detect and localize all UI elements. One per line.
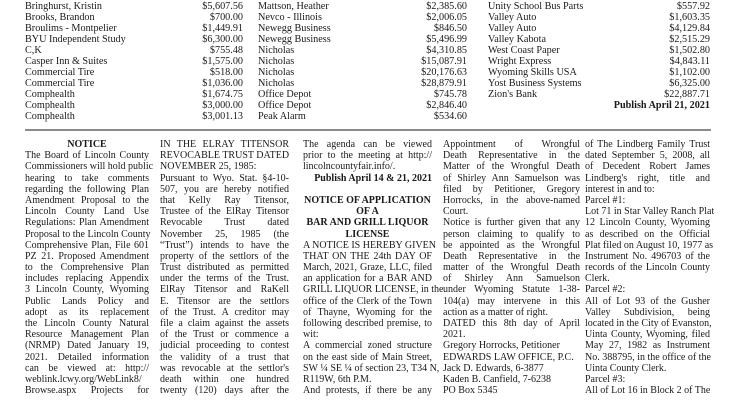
text-line: ElRay Titensor and RaKell [160,284,289,296]
payment-row [25,78,243,89]
payment-row [25,111,243,122]
notice-heading: NOTICE [67,139,107,150]
payment-row [25,12,243,23]
text-line: prior to the meeting at http:// [303,150,432,162]
text-line: of the Trust or commence a [160,329,289,341]
text-line: May 27, 1982 as Instrument [585,340,710,352]
payment-amount: $6,325.00 [669,78,710,89]
payment-amount: $3,001.13 [202,111,243,122]
text-line: of The Lindberg Family Trust [585,139,710,150]
text-line: can be viewed at: http:// [25,362,149,374]
text-line: Trust distributed as permitted [160,262,289,274]
notice-column-liquor-license [303,139,444,397]
text-line: EDWARDS LAW OFFICE, P.C. [443,351,574,363]
payment-row [258,34,467,45]
payment-amount: $4,129.84 [669,23,710,34]
payment-amount: $4,310.85 [426,45,467,56]
text-line: 104(a) may intervene in this [443,295,580,307]
payment-row [258,100,467,111]
payment-row [488,78,710,89]
text-line: of Shirley Ann Samuelson was [443,172,580,184]
payment-amount: $28,879.91 [421,78,467,89]
payment-row [488,89,710,100]
text-line: REVOCABLE TRUST DATED [160,150,290,162]
text-line: regarding the following Plan [25,183,149,195]
text-line: No. 388795, in the office of the [585,351,711,363]
text-line: A commercial zoned structure [303,340,432,352]
text-line: of Shirley Ann Samuelson [443,273,580,285]
payment-row [25,100,243,111]
text-line: March, 2021, Graze, LLC, filed [303,262,432,274]
payment-amount: $2,846.40 [426,100,467,111]
text-line: Lot 71 in Star Valley Ranch Plat [585,206,715,218]
text-line: R119W, 6th P.M. [303,373,372,385]
text-line: an application for a BAR AND [303,273,432,285]
text-line: Uinta County Clerk. [585,362,667,374]
text-line: All of Lot 93 of the Gusher [585,295,710,307]
text-line: twenty (120) days after the [160,385,289,397]
payment-amount: $700.00 [209,12,243,23]
payment-row [258,12,467,23]
text-line: Trustee of the ElRay Titensor [160,206,289,218]
text-line: SW ¼ SE ¼ of section 23, T34 N, [303,362,440,374]
text-line: of the Trust. A creditor may [160,306,289,318]
notice-heading: NOTICE OF APPLICATION [304,194,431,206]
notice-heading: OF A [356,206,379,218]
payment-amount: $5,496.99 [426,34,467,45]
text-line: A NOTICE IS HEREBY GIVEN [303,239,436,251]
payee-name: Office Depot [258,100,312,111]
text-line: DATED this 8th day of April [443,318,580,329]
text-line: weblink.lcwy.org/WebLink8/ [25,373,142,385]
payee-name: Wright Express [488,56,552,67]
payment-amount: $1,102.00 [669,67,710,78]
text-line: matter of the Wrongful Death [443,262,580,274]
payee-name: BYU Independent Study [25,34,126,45]
payment-amount: $518.00 [209,67,243,78]
text-line: 12 Lincoln County, Wyoming [585,217,710,229]
text-line: Plat filed on August 10, 1977 as [585,239,714,251]
payee-name: Valley Kabota [488,34,546,45]
payment-amount: $745.78 [433,89,467,100]
text-line: Clerk. [585,273,610,285]
payment-row [488,23,710,34]
text-line: under the terms of the Trust. [160,273,289,285]
payment-row [25,1,243,12]
text-line: death within one hundred [160,373,289,385]
payment-amount: $6,300.00 [202,34,243,45]
payee-name: Nicholas [258,45,295,56]
text-line: Kaden B. Canfield, 7-6238 [443,373,552,385]
payment-amount: $4,843.11 [669,56,710,67]
text-line: Valley Subdivision, being [585,306,710,318]
text-line: filed by Petitioner, Gregory [443,183,580,195]
text-line: Amendment Proposal to the [25,194,149,206]
text-line: Lincoln County Land Use [25,206,149,218]
publish-date [488,100,710,111]
payment-amount: $1,036.00 [202,78,243,89]
payment-row [488,67,710,78]
text-line: And protests, if there be any [303,385,432,397]
text-line: of Thayne, Wyoming for the [303,306,432,318]
publish-date-text: Publish April 21, 2021 [613,100,710,111]
notice-heading: LICENSE [345,228,390,240]
payee-name: Commercial Tire [25,67,95,78]
text-line: action as a matter of right. [443,306,548,318]
payment-amount: $15,087.91 [421,56,467,67]
text-line: lincolncountyfair.info/. [303,161,396,173]
text-line: The agenda can be viewed [303,139,432,150]
text-line: hearing to take comments [25,172,149,184]
text-line: November 25, 1985 (the [160,228,289,240]
payee-name: Newegg Business [258,23,331,34]
text-line: All of Lot 16 in Block 2 of The [585,385,711,397]
payee-name: Nevco - Illinois [258,12,322,23]
payee-name: Commercial Tire [25,78,95,89]
text-line: includes replacing Appendix [25,273,149,285]
payment-row [258,67,467,78]
payee-name: Valley Auto [488,23,537,34]
text-line: under Wyoming Statute 1-38- [443,284,580,296]
payee-name: Brooks, Brandon [25,12,95,23]
text-line: Gregory Horrocks, Petitioner [443,340,560,352]
payment-amount: $22,887.71 [664,89,710,100]
text-line: “Trust”) intends to have the [160,239,289,251]
payment-amount: $1,449.91 [202,23,243,34]
text-line: 2021. Detailed information [25,351,149,363]
payment-amount: $2,515.29 [669,34,710,45]
text-line: as described on the Official [585,228,710,240]
publish-date: Publish April 14 & 21, 2021 [314,172,432,184]
payment-amount: $2,006.05 [426,12,467,23]
text-line: Horrocks, in the above-named [443,194,580,206]
payment-amount: $1,502.80 [669,45,710,56]
text-line: person claiming to qualify to [443,228,580,240]
text-line: following described premise, to [303,318,432,329]
payment-row [258,78,467,89]
payee-name: Wyoming Skills USA [488,67,577,78]
payee-name: Broulims - Montpelier [25,23,117,34]
text-line: Notice is further given that any [443,217,580,229]
payee-name: Comphealth [25,89,75,100]
text-line: PO Box 5345 [443,385,498,397]
text-line: Lindberg's right, title and [585,172,710,184]
text-line: office of the Clerk of the Town [303,295,432,307]
text-line: judicial proceeding to contest [160,340,289,352]
payment-row [258,1,467,12]
payment-row [258,45,467,56]
text-line: Matter of the Wrongful Death [443,161,580,173]
payee-name: Unity School Bus Parts [488,1,584,12]
notice-column-plan-amendment [25,139,154,397]
payee-name: Bringhurst, Kristin [25,1,102,12]
text-line: the validity of a trust that [160,351,289,363]
text-line: GRILL LIQUOR LICENSE, in the [303,284,444,296]
payment-row [258,56,467,67]
text-line: 2021. [443,329,466,341]
notice-column-lindberg-trust [585,139,715,397]
text-line: Resource Management Plan [25,329,149,341]
text-line: IN THE ELRAY TITENSOR [160,139,289,150]
text-line: Comprehensive Plan, File 601 [25,239,149,251]
text-line: located in the City of Evanston, [585,318,712,329]
payee-name: Zion's Bank [488,89,538,100]
payment-amount: $1,575.00 [202,56,243,67]
text-line: to the Comprehensive Plan [25,262,149,274]
payment-row [488,1,710,12]
payment-row [258,23,467,34]
text-line: property of the settlors of the [160,250,289,262]
payment-amount: $20,176.63 [421,67,467,78]
payment-row [488,45,710,56]
spacer [303,184,432,195]
text-line: of Decedent Robert James [585,161,710,173]
payee-name: Valley Auto [488,12,537,23]
text-line: wit: [303,329,319,341]
text-line: dated September 5, 2008, all [585,150,710,162]
payee-name: Mattson, Heather [258,1,329,12]
text-line: records of the Lincoln County [585,262,710,274]
payment-row [488,56,710,67]
payee-name: Nicholas [258,67,295,78]
text-line: Uinta County, Wyoming, filed [585,329,710,341]
payment-amount: $3,000.00 [202,100,243,111]
text-line: Jack D. Edwards, 6-3877 [443,362,544,374]
text-line: Appointment of Wrongful [443,139,580,150]
text-line: be appointed as the Wrongful [443,239,580,251]
text-line: Instrument No. 496703 of the [585,250,710,262]
payment-row [488,12,710,23]
text-line: NOVEMBER 25, 1985: [160,161,257,173]
text-line: 507, you are hereby notified [160,183,289,195]
payment-amount: $2,385.60 [426,1,467,12]
text-line: THAT ON THE 24th DAY OF [303,250,432,262]
text-line: The Board of Lincoln County [25,150,149,162]
payee-name: Yost Business Systems [488,78,582,89]
text-line: Parcel #1: [585,194,626,206]
payee-name: Comphealth [25,111,75,122]
notice-column-wrongful-death [443,139,580,396]
text-line: Proposal to the Lincoln County [25,228,151,240]
payment-row [25,89,243,100]
text-line: Pursuant to Wyo. Stat. §4-10- [160,172,289,184]
payment-row [488,34,710,45]
text-line: Browse.aspx Projects for [25,385,149,397]
text-line: the Lincoln County Natural [25,318,149,329]
payment-row [25,23,243,34]
payee-name: Casper Inn & Suites [25,56,108,67]
text-line: file a claim against the assets [160,318,289,329]
text-line: Regulations: Plan Amendment [25,217,149,229]
payee-name: Peak Alarm [258,111,306,122]
text-line: Parcel #3: [585,373,626,385]
text-line: Revocable Trust dated [160,217,289,229]
payee-name: Nicholas [258,78,295,89]
payee-name: Office Depot [258,89,312,100]
text-line: adopt as its replacement [25,306,149,318]
section-divider [25,129,711,131]
payment-amount: $557.92 [676,1,710,12]
payment-row [25,45,243,56]
text-line: 3 Lincoln County, Wyoming [25,284,149,296]
payment-row [25,67,243,78]
payment-amount: $1,603.35 [669,12,710,23]
payment-amount: $755.48 [209,45,243,56]
payment-amount: $1,674.75 [202,89,243,100]
text-line: was revocable at the settlor's [160,362,289,374]
text-line: on the east side of Main Street, [303,351,432,363]
payment-amount: $5,607.56 [202,1,243,12]
payment-row [258,111,467,122]
payee-name: Newegg Business [258,34,331,45]
notice-column-titensor-trust [160,139,289,396]
text-line: that Kelly Ray Titensor, [160,194,289,206]
text-line: Commissioners will hold public [25,161,154,173]
payee-name: Comphealth [25,100,75,111]
payee-name: West Coast Paper [488,45,560,56]
payment-row [25,34,243,45]
payment-amount: $846.50 [433,23,467,34]
text-line: Death Representative in the [443,150,580,162]
notice-heading: BAR AND GRILL LIQUOR [306,217,429,229]
text-line: interest in and to: [585,183,655,195]
text-line: Death Representative in the [443,250,580,262]
text-line: (NRMP) Dated January 19, [25,340,149,352]
payment-row [258,89,467,100]
text-line: Public Lands Policy and [25,295,149,307]
payee-name: C,K [25,45,42,56]
text-line: Parcel #2: [585,284,626,296]
text-line: PZ 21. Proposed Amendment [25,250,149,262]
payee-name: Nicholas [258,56,295,67]
text-line: E. Titensor are the settlors [160,295,289,307]
text-line: Court. [443,206,469,218]
payment-amount: $534.60 [433,111,467,122]
payment-row [25,56,243,67]
